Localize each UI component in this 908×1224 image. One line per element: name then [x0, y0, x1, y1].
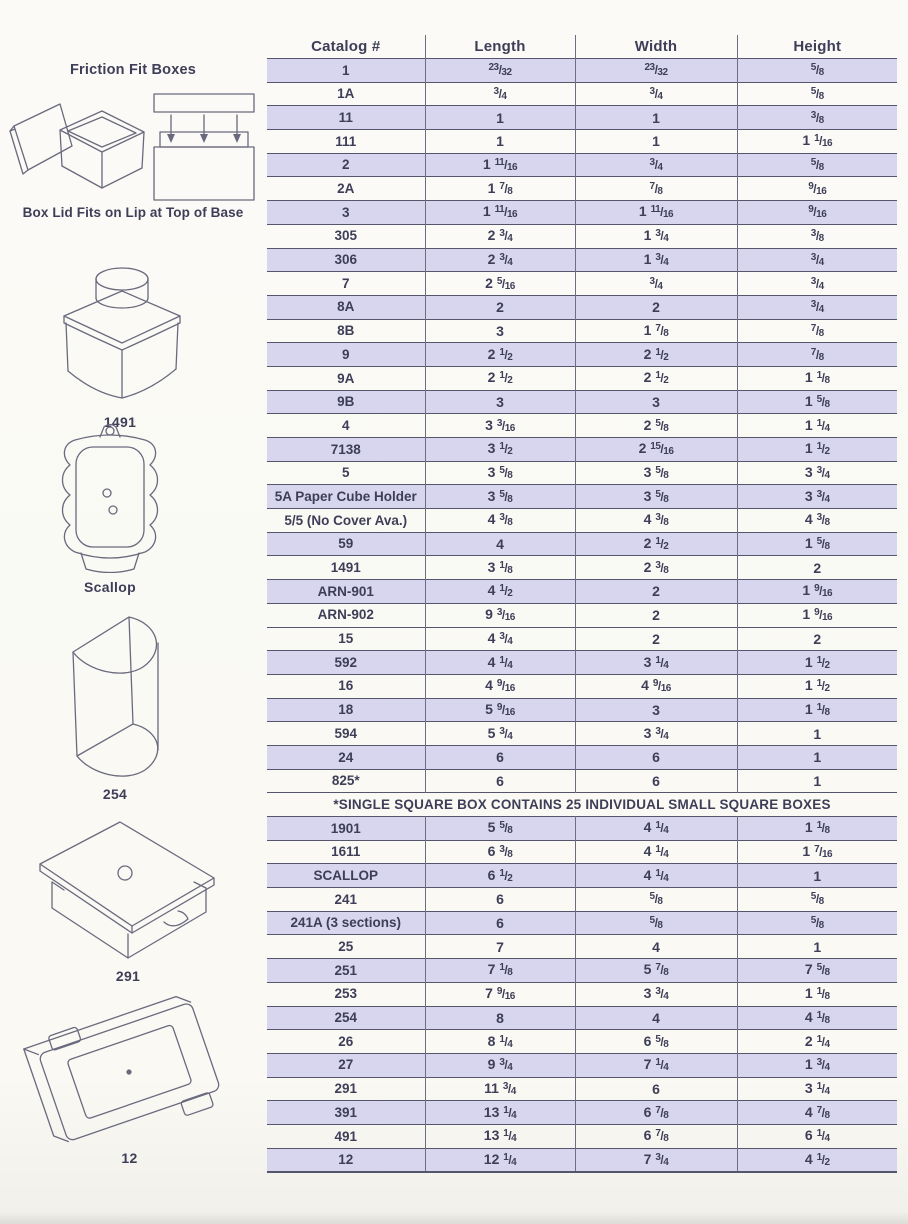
width-cell: $^5$/8 [575, 911, 737, 935]
table-row [267, 745, 897, 769]
width-cell: 6 $^7$/8 [575, 1124, 737, 1148]
length-cell: 2 [425, 295, 575, 319]
height-cell: 6 $^1$/4 [804, 1127, 830, 1145]
length-cell: 2 $^5$/16 [425, 272, 575, 296]
height-cell: 1 $^9$/16 [802, 606, 833, 624]
length-cell: 5 $^9$/16 [425, 698, 575, 722]
width-cell: 3 $^5$/8 [575, 485, 737, 509]
arrow-down-icon [167, 115, 241, 143]
width-cell: 2 [575, 627, 737, 651]
table-row [267, 319, 897, 343]
table-row [267, 674, 897, 698]
friction-fit-diagram [8, 86, 258, 204]
catalog-cell: 3 [267, 201, 425, 225]
table-row [267, 1006, 897, 1030]
height-cell: 1 $^1$/8 [804, 700, 830, 718]
catalog-cell: 1491 [267, 556, 425, 580]
figure-label-12: 12 [121, 1150, 138, 1166]
width-cell: 6 $^7$/8 [575, 1101, 737, 1125]
height-cell: 2 [813, 559, 822, 576]
catalog-cell: 5A Paper Cube Holder [267, 485, 425, 509]
width-cell: 6 [575, 1077, 737, 1101]
height-cell: 4 $^7$/8 [804, 1103, 830, 1121]
length-cell: 7 [425, 935, 575, 959]
table-row [267, 295, 897, 319]
catalog-cell: 2 [267, 153, 425, 177]
note-text: *SINGLE SQUARE BOX CONTAINS 25 INDIVIDUAL SMALL SQUARE BOXES [333, 796, 831, 812]
catalog-cell: 26 [267, 1030, 425, 1054]
table-header-row [267, 35, 897, 59]
height-cell: $^3$/4 [810, 251, 824, 268]
width-cell: $^{23}$/32 [575, 59, 737, 83]
catalog-cell: 9B [267, 390, 425, 414]
table-body [267, 59, 897, 1173]
table-row [267, 1124, 897, 1148]
catalog-cell: 8A [267, 295, 425, 319]
height-cell: $^9$/16 [808, 204, 827, 221]
width-cell: 7 $^1$/4 [575, 1053, 737, 1077]
height-cell: 1 [813, 772, 822, 789]
catalog-cell: 9 [267, 343, 425, 367]
table-row [267, 485, 897, 509]
table-row [267, 390, 897, 414]
box-lid-diagram-drawing [8, 86, 258, 204]
table-row [267, 366, 897, 390]
length-cell: 5 $^5$/8 [425, 817, 575, 841]
width-cell: $^5$/8 [575, 888, 737, 912]
catalog-cell: 594 [267, 722, 425, 746]
table-row [267, 603, 897, 627]
height-cell: 3 $^3$/4 [804, 464, 830, 482]
height-cell: 1 $^1$/2 [804, 440, 830, 458]
length-cell: 3 $^1$/2 [425, 438, 575, 462]
length-cell: 1 [425, 106, 575, 130]
box-dimensions-table [267, 35, 897, 1173]
box-254-drawing [55, 608, 175, 780]
catalog-cell: 491 [267, 1124, 425, 1148]
table-row [267, 153, 897, 177]
height-cell: $^3$/4 [810, 275, 824, 292]
figure-254 [55, 608, 175, 802]
catalog-cell: 241A (3 sections) [267, 911, 425, 935]
height-cell: 1 $^1$/8 [804, 369, 830, 387]
table-row [267, 817, 897, 841]
catalog-cell: 1611 [267, 840, 425, 864]
height-cell: 1 [813, 749, 822, 766]
height-cell: $^3$/4 [810, 299, 824, 316]
width-cell: 4 [575, 1006, 737, 1030]
width-cell: 2 $^5$/8 [575, 414, 737, 438]
catalog-cell: 592 [267, 651, 425, 675]
height-cell: $^5$/8 [810, 62, 824, 79]
catalog-cell: 8B [267, 319, 425, 343]
catalog-cell: 254 [267, 1006, 425, 1030]
table-row [267, 106, 897, 130]
catalog-cell: ARN-902 [267, 603, 425, 627]
width-cell: 3 $^1$/4 [575, 651, 737, 675]
length-cell: 3 $^5$/8 [425, 461, 575, 485]
column-header-length: Length [425, 35, 575, 59]
width-cell: 2 $^1$/2 [575, 366, 737, 390]
catalog-cell: 7 [267, 272, 425, 296]
width-cell: 1 $^3$/4 [575, 224, 737, 248]
height-cell: $^9$/16 [808, 180, 827, 197]
height-cell: $^7$/8 [810, 322, 824, 339]
table-row [267, 509, 897, 533]
height-cell: 3 $^3$/4 [804, 487, 830, 505]
length-cell: 6 [425, 888, 575, 912]
table-row [267, 698, 897, 722]
height-cell: 2 $^1$/4 [804, 1032, 830, 1050]
table-row [267, 722, 897, 746]
width-cell: $^7$/8 [575, 177, 737, 201]
note-row [267, 793, 897, 817]
width-cell: 1 $^7$/8 [575, 319, 737, 343]
width-cell: 3 [575, 390, 737, 414]
width-cell: 2 [575, 295, 737, 319]
table-row [267, 1077, 897, 1101]
width-cell: 1 [575, 130, 737, 154]
height-cell: 4 $^1$/8 [804, 1008, 830, 1026]
height-cell: $^5$/8 [810, 86, 824, 103]
catalog-cell: 1901 [267, 817, 425, 841]
figure-label-291: 291 [115, 968, 141, 984]
length-cell: 1 $^{11}$/16 [425, 153, 575, 177]
length-cell: 6 $^1$/2 [425, 864, 575, 888]
table-row [267, 1030, 897, 1054]
length-cell: 2 $^1$/2 [425, 366, 575, 390]
width-cell: 3 $^3$/4 [575, 722, 737, 746]
height-cell: 7 $^5$/8 [804, 961, 830, 979]
column-header-catalog: Catalog # [267, 35, 425, 59]
height-cell: 1 [813, 867, 822, 884]
height-cell: 2 [813, 630, 822, 647]
width-cell: 4 $^9$/16 [575, 674, 737, 698]
catalog-cell: 11 [267, 106, 425, 130]
length-cell: 1 [425, 130, 575, 154]
height-cell: 4 $^3$/8 [804, 511, 830, 529]
width-cell: $^3$/4 [575, 153, 737, 177]
diagram-caption: Box Lid Fits on Lip at Top of Base [22, 205, 244, 220]
table-row [267, 840, 897, 864]
width-cell: 2 $^{15}$/16 [575, 438, 737, 462]
length-cell: 3 [425, 390, 575, 414]
length-cell: 6 [425, 911, 575, 935]
catalog-cell: 15 [267, 627, 425, 651]
length-cell: $^{23}$/32 [425, 59, 575, 83]
length-cell: 8 $^1$/4 [425, 1030, 575, 1054]
figure-label-1491: 1491 [103, 414, 137, 430]
width-cell: 4 $^3$/8 [575, 509, 737, 533]
catalog-cell: 24 [267, 745, 425, 769]
catalog-cell: 1 [267, 59, 425, 83]
figure-291 [28, 816, 228, 984]
height-cell: 1 $^7$/16 [802, 843, 833, 861]
length-cell: 7 $^1$/8 [425, 959, 575, 983]
height-cell: 4 $^1$/2 [804, 1150, 830, 1168]
catalog-cell: 18 [267, 698, 425, 722]
width-cell: 1 $^{11}$/16 [575, 201, 737, 225]
width-cell: 6 [575, 745, 737, 769]
length-cell: 7 $^9$/16 [425, 982, 575, 1006]
table-row [267, 414, 897, 438]
height-cell: 1 $^1$/16 [802, 132, 833, 150]
catalog-cell: 825* [267, 769, 425, 793]
catalog-cell: ARN-901 [267, 580, 425, 604]
catalog-cell: 253 [267, 982, 425, 1006]
length-cell: 2 $^3$/4 [425, 224, 575, 248]
width-cell: 4 $^1$/4 [575, 840, 737, 864]
table-row [267, 177, 897, 201]
length-cell: 9 $^3$/4 [425, 1053, 575, 1077]
catalog-cell: 1A [267, 82, 425, 106]
catalog-cell: SCALLOP [267, 864, 425, 888]
width-cell: $^3$/4 [575, 82, 737, 106]
width-cell: $^3$/4 [575, 272, 737, 296]
table-row [267, 1053, 897, 1077]
width-cell: 6 $^5$/8 [575, 1030, 737, 1054]
catalog-cell: 4 [267, 414, 425, 438]
height-cell: $^7$/8 [810, 346, 824, 363]
height-cell: 1 $^3$/4 [804, 1056, 830, 1074]
length-cell: 12 $^1$/4 [425, 1148, 575, 1172]
length-cell: 6 [425, 745, 575, 769]
length-cell: 6 [425, 769, 575, 793]
page-title: Friction Fit Boxes [69, 62, 197, 78]
table-row [267, 461, 897, 485]
box-12-drawing [22, 996, 237, 1144]
table-row [267, 935, 897, 959]
length-cell: 6 $^3$/8 [425, 840, 575, 864]
table-row [267, 1148, 897, 1172]
height-cell: 1 $^5$/8 [804, 392, 830, 410]
table-row [267, 438, 897, 462]
figure-label-254: 254 [102, 786, 128, 802]
length-cell: 8 [425, 1006, 575, 1030]
table-row [267, 911, 897, 935]
catalog-cell: 241 [267, 888, 425, 912]
height-cell: 1 $^1$/8 [804, 819, 830, 837]
length-cell: 4 $^1$/4 [425, 651, 575, 675]
catalog-cell: 5/5 (No Cover Ava.) [267, 509, 425, 533]
height-cell: 1 [813, 725, 822, 742]
length-cell: 3 $^3$/16 [425, 414, 575, 438]
table-row [267, 651, 897, 675]
table-row [267, 130, 897, 154]
catalog-cell: 391 [267, 1101, 425, 1125]
length-cell: 4 $^3$/8 [425, 509, 575, 533]
catalog-cell: 16 [267, 674, 425, 698]
width-cell: 2 [575, 603, 737, 627]
table-row [267, 769, 897, 793]
height-cell: $^3$/8 [810, 228, 824, 245]
width-cell: 4 $^1$/4 [575, 817, 737, 841]
column-header-height: Height [793, 38, 842, 55]
width-cell: 5 $^7$/8 [575, 959, 737, 983]
length-cell: 13 $^1$/4 [425, 1124, 575, 1148]
table-row [267, 959, 897, 983]
catalog-cell: 25 [267, 935, 425, 959]
table-row [267, 556, 897, 580]
column-header-width: Width [575, 35, 737, 59]
table-row [267, 224, 897, 248]
width-cell: 2 [575, 580, 737, 604]
height-cell: 3 $^1$/4 [804, 1079, 830, 1097]
catalog-cell: 111 [267, 130, 425, 154]
length-cell: 3 $^5$/8 [425, 485, 575, 509]
catalog-cell: 305 [267, 224, 425, 248]
length-cell: 4 $^3$/4 [425, 627, 575, 651]
width-cell: 1 $^3$/4 [575, 248, 737, 272]
length-cell: 9 $^3$/16 [425, 603, 575, 627]
width-cell: 7 $^3$/4 [575, 1148, 737, 1172]
width-cell: 3 $^3$/4 [575, 982, 737, 1006]
length-cell: 4 $^9$/16 [425, 674, 575, 698]
catalog-cell: 251 [267, 959, 425, 983]
width-cell: 4 $^1$/4 [575, 864, 737, 888]
table-row [267, 888, 897, 912]
height-cell: 1 $^1$/2 [804, 677, 830, 695]
height-cell: $^5$/8 [810, 915, 824, 932]
box-1491-drawing [50, 253, 190, 408]
height-cell: 1 $^5$/8 [804, 535, 830, 553]
table-row [267, 864, 897, 888]
illustrations-panel [0, 0, 266, 1224]
length-cell: 4 $^1$/2 [425, 580, 575, 604]
table-row [267, 580, 897, 604]
table-row [267, 82, 897, 106]
length-cell: 2 $^3$/4 [425, 248, 575, 272]
figure-scallop [45, 423, 175, 595]
length-cell: 5 $^3$/4 [425, 722, 575, 746]
height-cell: 1 $^9$/16 [802, 582, 833, 600]
catalog-cell: 12 [267, 1148, 425, 1172]
catalog-cell: 9A [267, 366, 425, 390]
height-cell: $^5$/8 [810, 891, 824, 908]
table-row [267, 201, 897, 225]
table-row [267, 627, 897, 651]
table-row [267, 343, 897, 367]
width-cell: 1 [575, 106, 737, 130]
height-cell: $^5$/8 [810, 157, 824, 174]
figure-label-scallop: Scallop [84, 579, 136, 595]
catalog-cell: 59 [267, 532, 425, 556]
table-row [267, 272, 897, 296]
height-cell: 1 $^1$/8 [804, 985, 830, 1003]
catalog-cell: 2A [267, 177, 425, 201]
box-291-drawing [28, 816, 228, 962]
table-row [267, 59, 897, 83]
catalog-cell: 5 [267, 461, 425, 485]
table-row [267, 248, 897, 272]
table-row [267, 982, 897, 1006]
width-cell: 4 [575, 935, 737, 959]
length-cell: 13 $^1$/4 [425, 1101, 575, 1125]
catalog-cell: 7138 [267, 438, 425, 462]
catalog-cell: 291 [267, 1077, 425, 1101]
height-cell: 1 $^1$/4 [804, 416, 830, 434]
width-cell: 2 $^3$/8 [575, 556, 737, 580]
catalog-cell: 306 [267, 248, 425, 272]
length-cell: 3 $^1$/8 [425, 556, 575, 580]
length-cell: 2 $^1$/2 [425, 343, 575, 367]
width-cell: 3 [575, 698, 737, 722]
length-cell: 1 $^7$/8 [425, 177, 575, 201]
width-cell: 3 $^5$/8 [575, 461, 737, 485]
length-cell: 3 [425, 319, 575, 343]
width-cell: 6 [575, 769, 737, 793]
height-cell: $^3$/8 [810, 109, 824, 126]
scallop-box-drawing [45, 423, 175, 573]
figure-1491 [50, 253, 190, 430]
width-cell: 2 $^1$/2 [575, 343, 737, 367]
height-cell: 1 [813, 938, 822, 955]
height-cell: 1 $^1$/2 [804, 653, 830, 671]
catalog-cell: 27 [267, 1053, 425, 1077]
width-cell: 2 $^1$/2 [575, 532, 737, 556]
table-row [267, 1101, 897, 1125]
length-cell: 1 $^{11}$/16 [425, 201, 575, 225]
length-cell: 4 [425, 532, 575, 556]
figure-12 [22, 996, 237, 1166]
table-row [267, 532, 897, 556]
length-cell: $^3$/4 [425, 82, 575, 106]
length-cell: 11 $^3$/4 [425, 1077, 575, 1101]
